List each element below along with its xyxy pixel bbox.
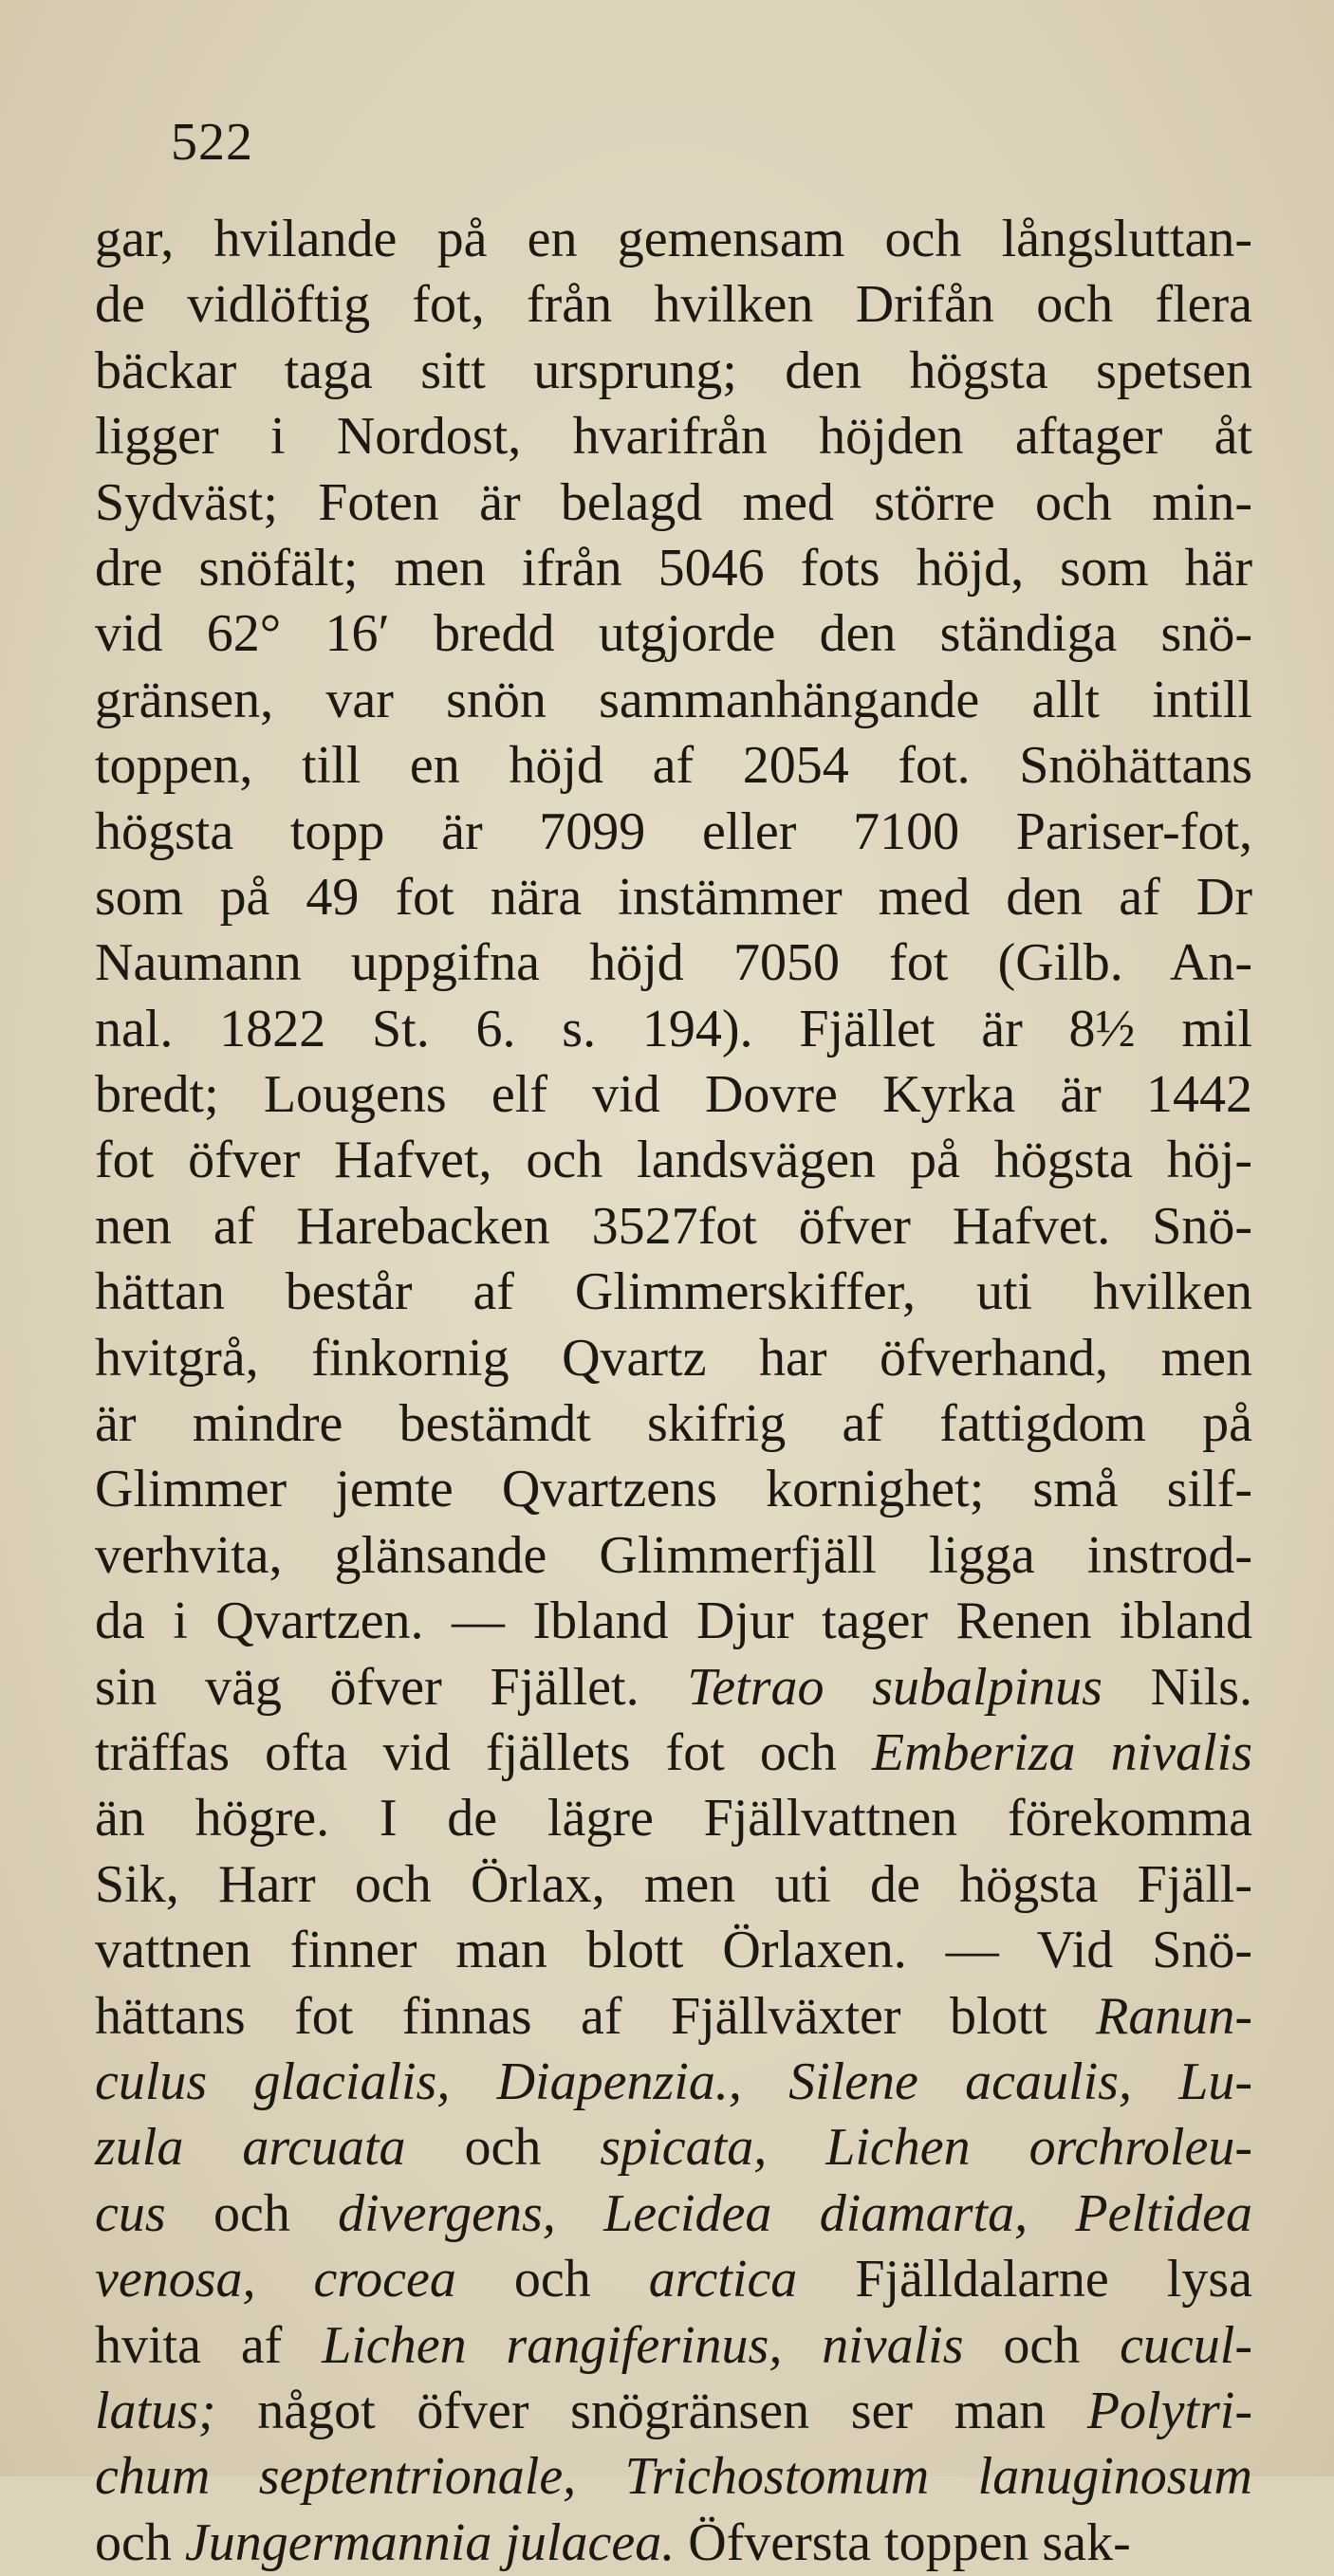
italic-segment: Jungermannia julacea. <box>184 2512 676 2572</box>
text-segment: sin väg öfver Fjället. <box>95 1657 688 1717</box>
page-number: 522 <box>171 113 253 172</box>
text-line <box>95 997 1252 1062</box>
italic-segment: chum septentrionale, Trichostomum lanuginosum <box>95 2447 1252 2507</box>
text-segment: är mindre bestämdt skifrig af fattigdom på <box>95 1394 1252 1454</box>
text-line <box>95 536 1252 601</box>
text-segment: vattnen finner man blott Örlaxen. — Vid Snö- <box>95 1921 1252 1980</box>
text-segment: ligger i Nordost, hvarifrån höjden aftager åt <box>95 407 1252 467</box>
italic-segment: cus <box>95 2183 166 2243</box>
text-segment: och <box>963 2315 1121 2375</box>
italic-segment: venosa, crocea <box>95 2250 456 2309</box>
text-line <box>95 2444 1252 2510</box>
text-segment: bäckar taga sitt ursprung; den högsta spetsen <box>95 340 1252 400</box>
text-line <box>95 1523 1252 1589</box>
text-segment: hättans fot finnas af Fjällväxter blott <box>95 1986 1097 2046</box>
text-segment: Sik, Harr och Örlax, men uti de högsta Fjäll- <box>95 1854 1252 1914</box>
text-segment: bredt; Lougens elf vid Dovre Kyrka är 1442 <box>95 1065 1252 1125</box>
text-segment: Öfversta toppen sak- <box>675 2512 1131 2572</box>
text-line <box>95 2379 1252 2444</box>
text-line <box>95 1260 1252 1325</box>
text-line <box>95 1194 1252 1260</box>
text-line <box>95 1918 1252 1983</box>
italic-segment: divergens, Lecidea diamarta, Peltidea <box>338 2183 1252 2243</box>
text-segment: Fjälldalarne lysa <box>797 2250 1253 2309</box>
text-line <box>95 865 1252 930</box>
text-segment: något öfver snögränsen ser man <box>215 2381 1087 2440</box>
body-text <box>95 207 1252 2576</box>
text-segment: nen af Harebacken 3527fot öfver Hafvet. Snö- <box>95 1196 1252 1256</box>
text-line <box>95 1589 1252 1654</box>
text-segment: hvita af <box>95 2315 323 2375</box>
text-segment: de vidlöftig fot, från hvilken Drifån och flera <box>95 275 1252 335</box>
italic-segment: cucul- <box>1120 2315 1252 2375</box>
text-line <box>95 339 1252 404</box>
text-segment: nal. 1822 St. 6. s. 194). Fjället är 8½ mil <box>95 999 1252 1058</box>
text-line <box>95 2247 1252 2312</box>
text-line <box>95 930 1252 996</box>
text-segment: hvitgrå, finkornig Qvartz har öfverhand, men <box>95 1328 1252 1388</box>
text-line <box>95 1326 1252 1391</box>
text-segment: som på 49 fot nära instämmer med den af Dr <box>95 867 1252 927</box>
text-line <box>95 1128 1252 1193</box>
text-line <box>95 800 1252 865</box>
text-line <box>95 470 1252 536</box>
text-segment: toppen, till en höjd af 2054 fot. Snöhättans <box>95 736 1252 796</box>
text-segment: vid 62° 16′ bredd utgjorde den ständiga snö- <box>95 604 1252 664</box>
text-segment: gränsen, var snön sammanhängande allt intill <box>95 670 1252 729</box>
italic-segment: zula arcuata <box>95 2118 406 2178</box>
italic-segment: latus; <box>95 2381 216 2440</box>
text-segment: träffas ofta vid fjällets fot och <box>95 1722 872 1782</box>
text-segment: hättan består af Glimmerskiffer, uti hvilken <box>95 1262 1252 1322</box>
text-line <box>95 601 1252 667</box>
text-line <box>95 2050 1252 2115</box>
text-segment: da i Qvartzen. — Ibland Djur tager Renen ibland <box>95 1592 1252 1651</box>
text-line <box>95 1655 1252 1720</box>
text-segment: och <box>455 2250 649 2309</box>
text-segment: och <box>405 2118 601 2178</box>
text-segment: gar, hvilande på en gemensam och långsluttan- <box>95 210 1252 268</box>
text-segment: Sydväst; Foten är belagd med större och min- <box>95 472 1252 532</box>
text-line <box>95 272 1252 338</box>
italic-segment: Polytri- <box>1086 2381 1252 2440</box>
text-segment: högsta topp är 7099 eller 7100 Pariser-fot, <box>95 801 1252 861</box>
text-segment: Naumann uppgifna höjd 7050 fot (Gilb. An- <box>95 933 1252 993</box>
italic-segment: Ranun- <box>1096 1986 1252 2046</box>
text-segment: Nils. <box>1102 1657 1252 1717</box>
text-line <box>95 1062 1252 1128</box>
italic-segment: spicata, Lichen orchroleu- <box>600 2118 1252 2178</box>
text-line <box>95 2313 1252 2379</box>
text-segment: och <box>165 2183 339 2243</box>
text-line <box>95 1786 1252 1851</box>
text-line <box>95 1457 1252 1522</box>
italic-segment: Tetrao subalpinus <box>687 1657 1102 1717</box>
text-line <box>95 1852 1252 1918</box>
text-line <box>95 2181 1252 2247</box>
text-segment: än högre. I de lägre Fjällvattnen förekomma <box>95 1789 1252 1849</box>
italic-segment: culus glacialis, Diapenzia., Silene acaulis, Lu- <box>95 2052 1252 2111</box>
text-line <box>95 1720 1252 1786</box>
text-line <box>95 1391 1252 1457</box>
text-segment: fot öfver Hafvet, och landsvägen på högsta höj- <box>95 1131 1252 1190</box>
text-line <box>95 207 1252 272</box>
text-segment: och <box>95 2512 185 2572</box>
text-line <box>95 668 1252 733</box>
text-line <box>95 404 1252 469</box>
text-segment: dre snöfält; men ifrån 5046 fots höjd, som här <box>95 538 1252 598</box>
text-segment: Glimmer jemte Qvartzens kornighet; små silf- <box>95 1460 1252 1519</box>
italic-segment: arctica <box>648 2250 798 2309</box>
text-line <box>95 2511 1252 2576</box>
text-line <box>95 1984 1252 2050</box>
italic-segment: Lichen rangiferinus, nivalis <box>322 2315 964 2375</box>
text-segment: verhvita, glänsande Glimmerfjäll ligga instrod- <box>95 1525 1252 1585</box>
text-line <box>95 733 1252 799</box>
italic-segment: Emberiza nivalis <box>871 1722 1252 1782</box>
text-line <box>95 2115 1252 2180</box>
